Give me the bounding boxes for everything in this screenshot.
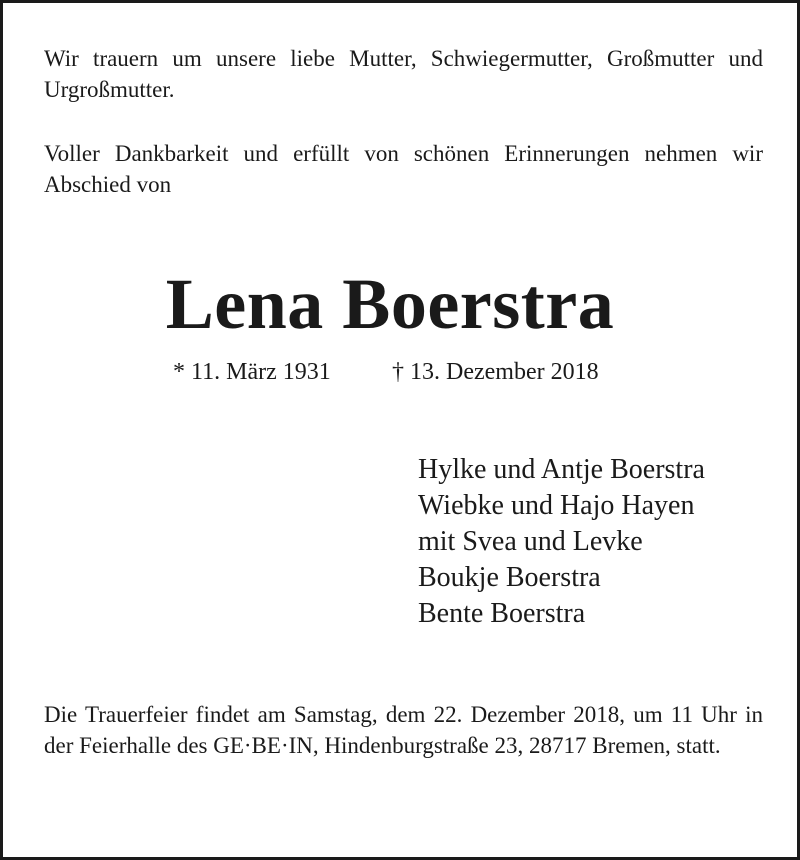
mourner-entry: Hylke und Antje Boerstra bbox=[418, 454, 705, 485]
mourner-entry: Boukje Boerstra bbox=[418, 562, 601, 593]
birth-date: * 11. März 1931 bbox=[173, 359, 331, 385]
death-date: † 13. Dezember 2018 bbox=[392, 359, 599, 385]
intro-paragraph-mourning: Wir trauern um unsere liebe Mutter, Schwiegermutter, Großmutter und Urgroßmutter. bbox=[44, 46, 763, 102]
intro-paragraph-farewell: Voller Dankbarkeit und erfüllt von schönen Erinnerungen nehmen wir Abschied von bbox=[44, 141, 763, 197]
mourner-entry: Wiebke und Hajo Hayen bbox=[418, 490, 695, 521]
ceremony-info: Die Trauerfeier findet am Samstag, dem 22. Dezember 2018, um 11 Uhr in der Feierhalle des GE·BE·IN, Hindenburgstraße 23, 28717 Bremen, statt. bbox=[44, 702, 763, 758]
mourner-entry: mit Svea und Levke bbox=[418, 526, 643, 557]
mourner-entry: Bente Boerstra bbox=[418, 598, 586, 629]
deceased-name: Lena Boerstra bbox=[165, 264, 615, 344]
mourners-list bbox=[418, 452, 705, 632]
